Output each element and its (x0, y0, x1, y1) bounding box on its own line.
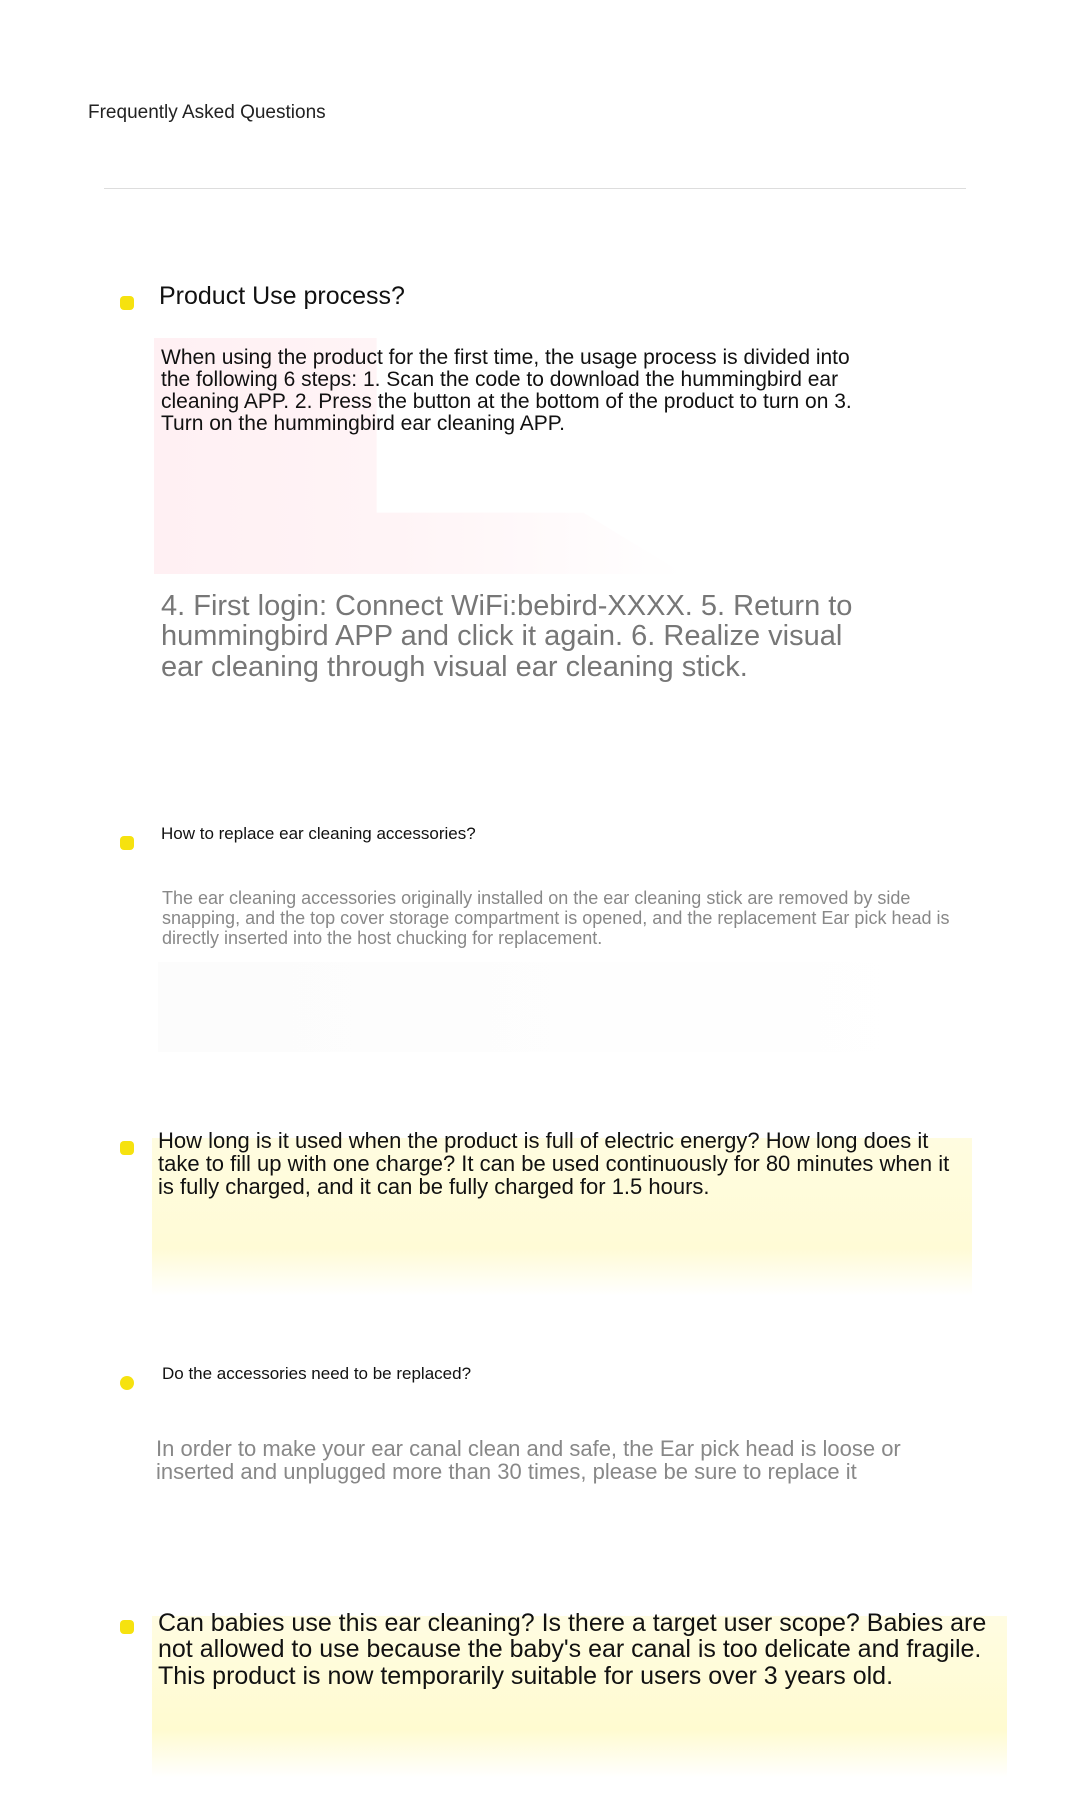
question-bullet-icon (120, 296, 134, 310)
faq-answer: In order to make your ear canal clean and safe, the Ear pick head is loose or inserted and unplugged more than 30 times, please be sure to replace it (156, 1436, 901, 1485)
question-bullet-icon (120, 836, 134, 850)
faq-answer: When using the product for the first time, the usage process is divided into the following 6 steps: 1. Scan the code to download the hummingbird ear cleaning APP. 2. Press the button at the bottom of the product to turn on 3. Turn on the hummingbird ear cleaning APP. (161, 346, 852, 436)
faq-question[interactable]: How to replace ear cleaning accessories? (161, 824, 476, 843)
question-bullet-icon (120, 1141, 134, 1155)
page-title: Frequently Asked Questions (88, 102, 326, 123)
faq-question[interactable]: Do the accessories need to be replaced? (162, 1364, 472, 1383)
faq-answer: The ear cleaning accessories originally installed on the ear cleaning stick are removed by side snapping, and the top cover storage compartment is opened, and the replacement Ear pick head is directly inserted into the host chucking for replacement. (162, 888, 950, 948)
faq-question[interactable]: Can babies use this ear cleaning? Is there a target user scope? Babies are not allowed to use because the baby's ear canal is too delicate and fragile. This product is now temporarily suitable for users over 3 years old. (158, 1609, 987, 1690)
question-bullet-icon (120, 1376, 134, 1390)
divider (104, 188, 966, 189)
question-bullet-icon (120, 1620, 134, 1634)
answer-background (158, 962, 948, 1052)
faq-answer-continued: 4. First login: Connect WiFi:bebird-XXXX. 5. Return to hummingbird APP and click it again. 6. Realize visual ear cleaning through visual ear cleaning stick. (161, 590, 853, 683)
faq-question[interactable]: How long is it used when the product is full of electric energy? How long does it take to fill up with one charge? It can be used continuously for 80 minutes when it is fully charged, and it can be fully charged for 1.5 hours. (158, 1128, 950, 1200)
faq-question[interactable]: Product Use process? (159, 282, 405, 310)
